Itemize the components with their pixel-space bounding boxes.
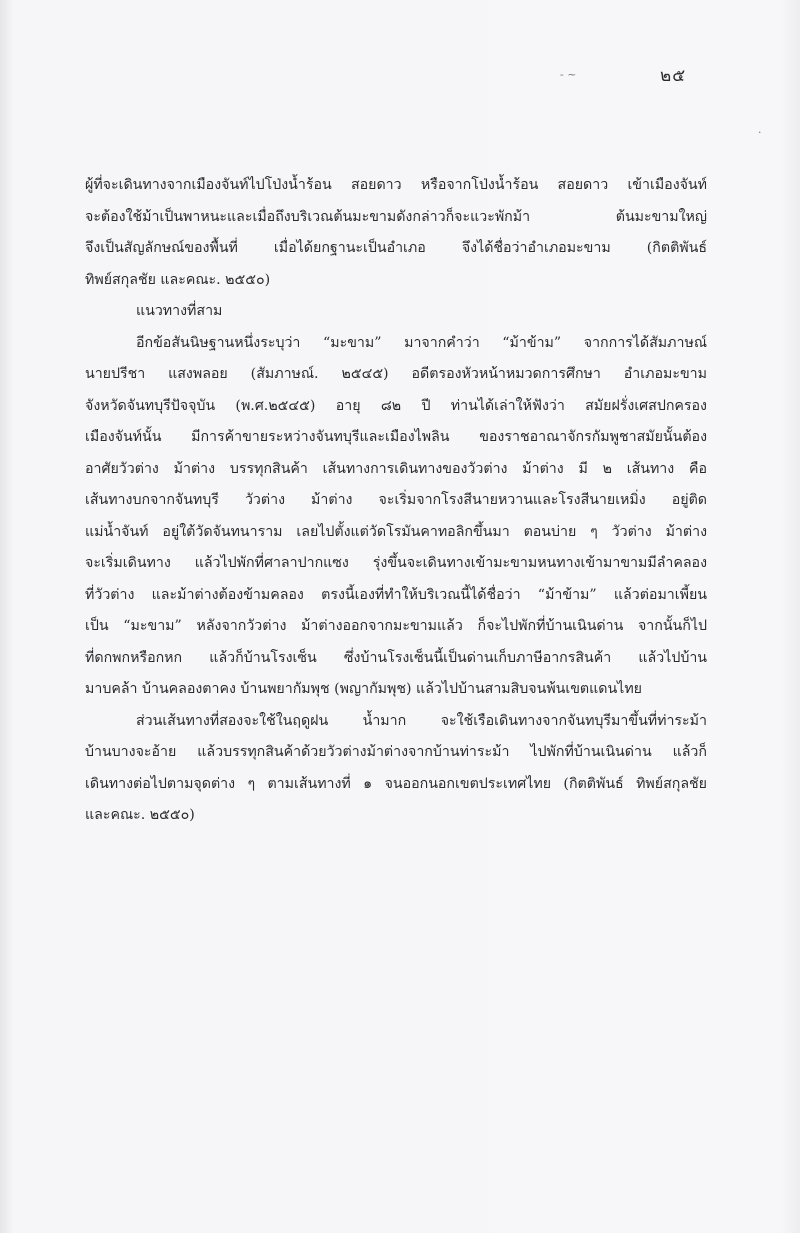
text-line: ที่ดกพกหรือกหก แล้วก็บ้านโรงเซ็น ซึ่งบ้านโรงเซ็นนี้เป็นด่านเก็บภาษีอากรสินค้า แล้วไปบ้าน bbox=[85, 649, 707, 666]
text-line: มาบคล้า บ้านคลองตาคง บ้านพยากัมพุช (พญากัมพุช) แล้วไปบ้านสามสิบจนพ้นเขตแดนไทย bbox=[85, 681, 642, 697]
text-line: จังหวัดจันทบุรีปัจจุบัน (พ.ศ.๒๕๔๕) อายุ ๘๒ ปี ท่านได้เล่าให้ฟังว่า สมัยฝรั่งเศสปกครอง bbox=[85, 397, 707, 414]
page-number: ๒๕ bbox=[660, 66, 687, 86]
text-line: ที่วัวต่าง และม้าต่างต้องข้ามคลอง ตรงนี้เองที่ทำให้บริเวณนี้ได้ชื่อว่า “ม้าข้าม” แล้วต่อมาเพี้ยน bbox=[85, 586, 707, 603]
text-line: เมืองจันท์นั้น มีการค้าขายระหว่างจันทบุรีและเมืองไพลิน ของราชอาณาจักรกัมพูชาสมัยนั้นต้อง bbox=[85, 429, 707, 445]
scan-mark: - ~ bbox=[560, 68, 577, 81]
text-line: จะเริ่มเดินทาง แล้วไปพักที่ศาลาปากแซง รุ่งขึ้นจะเดินทางเข้ามะขามหนทางเข้ามาขามมีลำคลอง bbox=[85, 555, 707, 571]
scan-mark: · bbox=[758, 126, 762, 139]
text-line: ส่วนเส้นทางที่สองจะใช้ในฤดูฝน น้ำมาก จะใช้เรือเดินทางจากจันทบุรีมาขึ้นที่ท่าระม้า bbox=[136, 712, 707, 729]
text-line: อีกข้อสันนิษฐานหนึ่งระบุว่า “มะขาม” มาจากคำว่า “ม้าข้าม” จากการได้สัมภาษณ์ bbox=[136, 334, 707, 351]
text-line: จึงเป็นสัญลักษณ์ของพื้นที่ เมื่อได้ยกฐานะเป็นอำเภอ จึงได้ชื่อว่าอำเภอมะขาม (กิตติพันธ์ bbox=[85, 240, 707, 256]
text-line: ทิพย์สกุลชัย และคณะ. ๒๕๕๐) bbox=[85, 271, 271, 288]
text-line: ผู้ที่จะเดินทางจากเมืองจันท์ไปโป่งน้ำร้อน สอยดาว หรือจากโป่งน้ำร้อน สอยดาว เข้าเมืองจันท์ bbox=[85, 177, 707, 193]
text-line: อาศัยวัวต่าง ม้าต่าง บรรทุกสินค้า เส้นทางการเดินทางของวัวต่าง ม้าต่าง มี ๒ เส้นทาง คือ bbox=[85, 460, 707, 477]
text-line: บ้านบางจะอ้าย แล้วบรรทุกสินค้าด้วยวัวต่างม้าต่างจากบ้านท่าระม้า ไปพักที่บ้านเนินด่าน แล้วก็ bbox=[85, 744, 707, 760]
text-line: จะต้องใช้ม้าเป็นพาหนะและเมื่อถึงบริเวณต้นมะขามดังกล่าวก็จะแวะพักม้า ต้นมะขามใหญ่ bbox=[85, 208, 707, 225]
text-line: เป็น “มะขาม” หลังจากวัวต่าง ม้าต่างออกจากมะขามแล้ว ก็จะไปพักที่บ้านเนินด่าน จากนั้นก็ไป bbox=[85, 618, 707, 634]
text-line: เดินทางต่อไปตามจุดต่าง ๆ ตามเส้นทางที่ ๑ จนออกนอกเขตประเทศไทย (กิตติพันธ์ ทิพย์สกุลชัย bbox=[85, 775, 707, 792]
text-line: นายปรีชา แสงพลอย (สัมภาษณ์. ๒๕๔๕) อดีตรองหัวหน้าหมวดการศึกษา อำเภอมะขาม bbox=[85, 366, 707, 382]
body-text bbox=[85, 170, 707, 832]
section-heading: แนวทางที่สาม bbox=[136, 303, 223, 319]
text-line: แม่น้ำจันท์ อยู่ใต้วัดจันทนาราม เลยไปตั้งแต่วัดโรมันคาทอลิกขึ้นมา ตอนบ่าย ๆ วัวต่าง ม้าต่าง bbox=[85, 523, 707, 540]
text-line: และคณะ. ๒๕๕๐) bbox=[85, 807, 195, 823]
text-line: เส้นทางบกจากจันทบุรี วัวต่าง ม้าต่าง จะเริ่มจากโรงสีนายหวานและโรงสีนายเหมิ่ง อยู่ติด bbox=[85, 492, 707, 508]
